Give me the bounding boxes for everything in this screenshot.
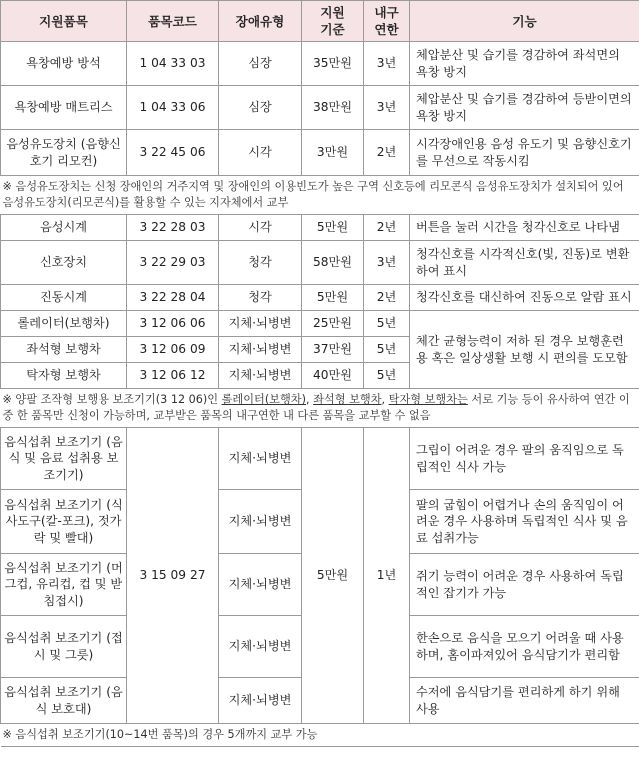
header-support <box>302 1 364 42</box>
cell-years: 2년 <box>364 215 410 241</box>
cell-support: 58만원 <box>302 241 364 285</box>
cell-item: 음식섭취 보조기기 (머그컵, 유리컵, 컵 및 받침접시) <box>1 554 127 616</box>
cell-support: 5만원 <box>302 285 364 311</box>
header-function: 기능 <box>410 1 639 42</box>
cell-disability: 지체·뇌병변 <box>219 554 302 616</box>
cell-function: 청각신호를 대신하여 진동으로 알람 표시 <box>410 285 639 311</box>
cell-disability: 지체·뇌병변 <box>219 490 302 554</box>
cell-support: 38만원 <box>302 86 364 130</box>
header-years-line2: 연한 <box>374 22 399 37</box>
cell-years: 1년 <box>364 428 410 724</box>
cell-support: 25만원 <box>302 311 364 337</box>
cell-function: 쥐기 능력이 어려운 경우 사용하여 독립적인 잡기가 가능 <box>410 554 639 616</box>
cell-years: 2년 <box>364 130 410 176</box>
header-row <box>1 1 639 42</box>
cell-item: 음성시계 <box>1 215 127 241</box>
cell-item: 진동시계 <box>1 285 127 311</box>
cell-years: 5년 <box>364 337 410 363</box>
cell-function: 체압분산 및 습기를 경감하여 좌석면의 욕창 방지 <box>410 42 639 86</box>
cell-item: 욕창예방 방석 <box>1 42 127 86</box>
cell-function: 버튼을 눌러 시간을 청각신호로 나타냄 <box>410 215 639 241</box>
note-walkers-table: 탁자형 보행차는 <box>388 393 468 407</box>
cell-support: 35만원 <box>302 42 364 86</box>
table-row <box>1 428 639 490</box>
cell-function: 한손으로 음식을 모으기 어려울 때 사용하며, 홈이파져있어 음식담기가 편리함 <box>410 616 639 678</box>
cell-years: 5년 <box>364 363 410 389</box>
cell-code: 3 22 28 03 <box>127 215 219 241</box>
cell-disability: 심장 <box>219 86 302 130</box>
cell-function: 그립이 어려운 경우 팔의 움직임으로 독립적인 식사 가능 <box>410 428 639 490</box>
note-walkers-rollator: 롤레이터(보행차) <box>221 393 306 407</box>
cell-disability: 지체·뇌병변 <box>219 311 302 337</box>
table-row <box>1 86 639 130</box>
table-row <box>1 215 639 241</box>
cell-support: 37만원 <box>302 337 364 363</box>
note-walkers-sep2: , <box>381 393 389 407</box>
cell-item: 음식섭취 보조기기 (음식 보호대) <box>1 678 127 724</box>
cell-disability: 심장 <box>219 42 302 86</box>
cell-support: 3만원 <box>302 130 364 176</box>
note-row <box>1 724 639 747</box>
cell-item: 욕창예방 매트리스 <box>1 86 127 130</box>
cell-item: 음식섭취 보조기기 (식사도구(칼-포크), 젓가락 및 빨대) <box>1 490 127 554</box>
note-voice-guide: ※ 음성유도장치는 신청 장애인의 거주지역 및 장애인의 이용빈도가 높은 구역 신호등에 리모콘식 음성유도장치가 설치되어 있어 음성유도장치(리모콘식)를 활용할 수 있는 지자체에서 교부 <box>1 176 639 215</box>
header-disability: 장애유형 <box>219 1 302 42</box>
cell-item: 음식섭취 보조기기 (음식 및 음료 섭취용 보조기기) <box>1 428 127 490</box>
cell-disability: 시각 <box>219 215 302 241</box>
table-row <box>1 285 639 311</box>
cell-code: 3 12 06 12 <box>127 363 219 389</box>
note-row <box>1 176 639 215</box>
note-walkers-suffix: 서로 기능 등이 유사하여 연간 이 중 한 품목만 신청이 가능하며, 교부받은 품목의 내구연한 내 다른 품목을 교부할 수 없음 <box>2 393 630 422</box>
cell-item: 탁자형 보행차 <box>1 363 127 389</box>
table-row <box>1 311 639 337</box>
cell-years: 3년 <box>364 241 410 285</box>
cell-item: 음성유도장치 (음향신호기 리모컨) <box>1 130 127 176</box>
cell-code: 3 22 45 06 <box>127 130 219 176</box>
cell-years: 5년 <box>364 311 410 337</box>
cell-code: 1 04 33 06 <box>127 86 219 130</box>
cell-support: 5만원 <box>302 428 364 724</box>
cell-function: 체압분산 및 습기를 경감하여 등받이면의 욕창 방지 <box>410 86 639 130</box>
note-eating: ※ 음식섭취 보조기기(10~14번 품목)의 경우 5개까지 교부 가능 <box>1 724 639 747</box>
header-years <box>364 1 410 42</box>
cell-function: 시각장애인용 음성 유도기 및 음향신호기를 무선으로 작동시킴 <box>410 130 639 176</box>
cell-item: 롤레이터(보행차) <box>1 311 127 337</box>
table-row <box>1 42 639 86</box>
note-row <box>1 389 639 428</box>
cell-code: 1 04 33 03 <box>127 42 219 86</box>
cell-years: 3년 <box>364 42 410 86</box>
cell-item: 신호장치 <box>1 241 127 285</box>
cell-code: 3 12 06 09 <box>127 337 219 363</box>
cell-support: 40만원 <box>302 363 364 389</box>
note-walkers <box>1 389 639 428</box>
cell-function: 수저에 음식담기를 편리하게 하기 위해 사용 <box>410 678 639 724</box>
note-walkers-seat: 좌석형 보행차 <box>313 393 382 407</box>
cell-disability: 지체·뇌병변 <box>219 337 302 363</box>
cell-code: 3 22 28 04 <box>127 285 219 311</box>
note-walkers-sep1: , <box>305 393 314 407</box>
cell-support: 5만원 <box>302 215 364 241</box>
header-support-line1: 지원 <box>320 5 345 20</box>
cell-code: 3 12 06 06 <box>127 311 219 337</box>
cell-item: 좌석형 보행차 <box>1 337 127 363</box>
header-item: 지원품목 <box>1 1 127 42</box>
cell-function: 팔의 굽힘이 어렵거나 손의 움직임이 어려운 경우 사용하며 독립적인 식사 및 음료 섭취가능 <box>410 490 639 554</box>
cell-disability: 청각 <box>219 285 302 311</box>
cell-years: 2년 <box>364 285 410 311</box>
cell-item: 음식섭취 보조기기 (접시 및 그릇) <box>1 616 127 678</box>
cell-disability: 지체·뇌병변 <box>219 428 302 490</box>
cell-code: 3 22 29 03 <box>127 241 219 285</box>
note-walkers-prefix: ※ 양팔 조작형 보행용 보조기기(3 12 06)인 <box>2 393 222 407</box>
header-support-line2: 기준 <box>320 22 345 37</box>
cell-function-walkers: 체간 균형능력이 저하 된 경우 보행훈련용 혹은 일상생활 보행 시 편의를 도모함 <box>410 311 639 389</box>
cell-years: 3년 <box>364 86 410 130</box>
cell-disability: 시각 <box>219 130 302 176</box>
cell-disability: 지체·뇌병변 <box>219 616 302 678</box>
header-code: 품목코드 <box>127 1 219 42</box>
table-row <box>1 241 639 285</box>
cell-disability: 지체·뇌병변 <box>219 363 302 389</box>
cell-function: 청각신호를 시각적신호(빛, 진동)로 변환하여 표시 <box>410 241 639 285</box>
cell-code: 3 15 09 27 <box>127 428 219 724</box>
cell-disability: 지체·뇌병변 <box>219 678 302 724</box>
cell-disability: 청각 <box>219 241 302 285</box>
table-row <box>1 130 639 176</box>
header-years-line1: 내구 <box>374 5 399 20</box>
